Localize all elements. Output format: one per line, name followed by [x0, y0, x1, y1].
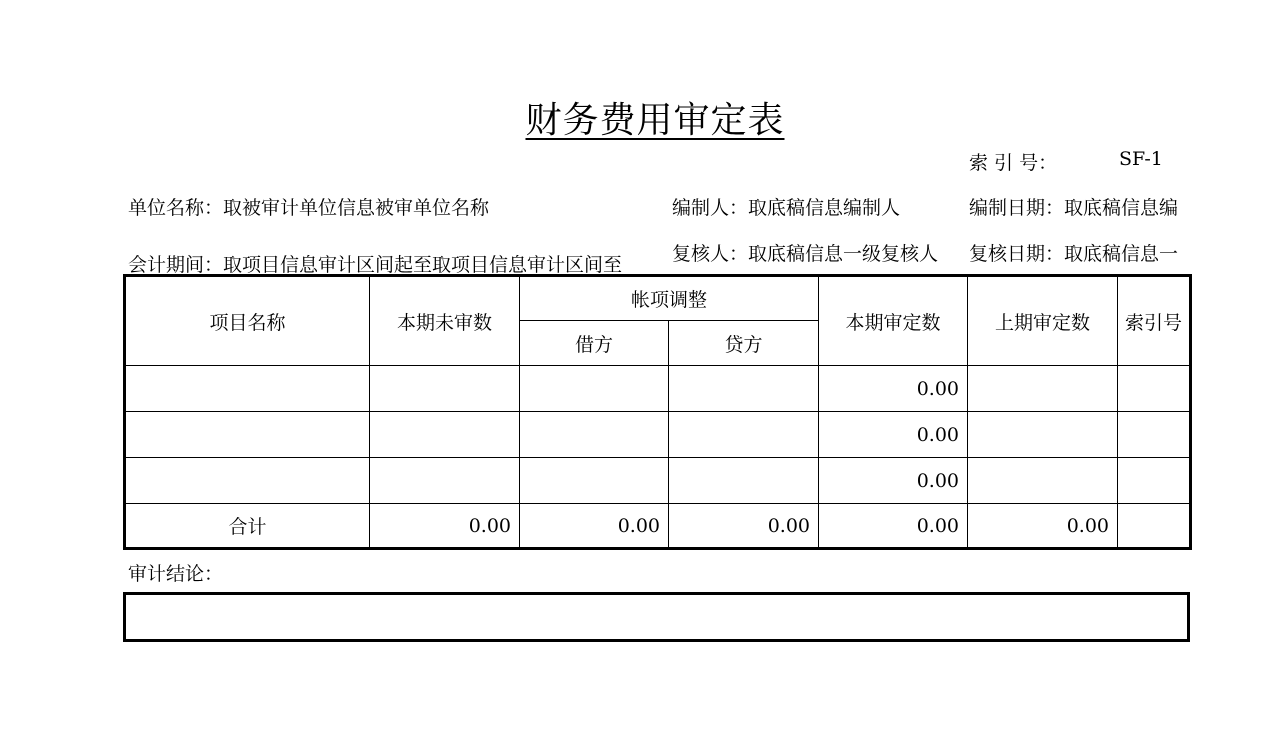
cell-index[interactable]: [1118, 412, 1191, 458]
period-value: 取项目信息审计区间起至取项目信息审计区间至: [223, 254, 623, 276]
unit-label: 单位名称：: [128, 197, 224, 219]
cell-item[interactable]: [125, 458, 370, 504]
cell-credit[interactable]: [669, 412, 819, 458]
total-credit: 0.00: [669, 504, 819, 549]
cell-prior[interactable]: [968, 366, 1118, 412]
cell-item[interactable]: [125, 366, 370, 412]
prepare-date: [969, 193, 1191, 220]
table-row: [125, 458, 1191, 504]
accounting-period: [128, 250, 622, 277]
cell-index[interactable]: [1118, 366, 1191, 412]
cell-audited[interactable]: 0.00: [819, 366, 968, 412]
cell-item[interactable]: [125, 412, 370, 458]
total-row: [125, 504, 1191, 549]
total-label: 合计: [125, 504, 370, 549]
conclusion-value: [126, 595, 1187, 611]
total-unaudited: 0.00: [370, 504, 520, 549]
header-unaudited: 本期未审数: [370, 276, 520, 366]
cell-debit[interactable]: [520, 366, 669, 412]
cell-debit[interactable]: [520, 412, 669, 458]
cell-unaudited[interactable]: [370, 412, 520, 458]
table-row: [125, 412, 1191, 458]
index-value: SF-1: [1119, 148, 1163, 170]
cell-credit[interactable]: [669, 458, 819, 504]
header-adjustment: 帐项调整: [520, 276, 819, 321]
prepare-date-value: 取底稿信息编: [1064, 197, 1179, 219]
cell-audited[interactable]: 0.00: [819, 458, 968, 504]
cell-prior[interactable]: [968, 412, 1118, 458]
reviewer-value: 取底稿信息一级复核人: [748, 243, 939, 265]
conclusion-label: 审计结论：: [128, 563, 224, 585]
review-date: [969, 239, 1191, 266]
cell-index[interactable]: [1118, 458, 1191, 504]
header-debit: 借方: [520, 321, 669, 366]
index-label: 索 引 号：: [969, 152, 1058, 174]
preparer-label: 编制人：: [672, 197, 749, 219]
review-date-label: 复核日期：: [969, 243, 1065, 265]
total-audited: 0.00: [819, 504, 968, 549]
table-row: [125, 366, 1191, 412]
audit-table: [123, 274, 1192, 550]
reviewer-label: 复核人：: [672, 243, 749, 265]
review-date-value: 取底稿信息一: [1064, 243, 1179, 265]
conclusion-field[interactable]: [123, 592, 1190, 642]
preparer-value: 取底稿信息编制人: [748, 197, 901, 219]
header-audited: 本期审定数: [819, 276, 968, 366]
preparer: [672, 193, 900, 220]
cell-audited[interactable]: 0.00: [819, 412, 968, 458]
header-item-name: 项目名称: [125, 276, 370, 366]
period-label: 会计期间：: [128, 254, 224, 276]
total-debit: 0.00: [520, 504, 669, 549]
unit-value: 取被审计单位信息被审单位名称: [223, 197, 490, 219]
reviewer: [672, 239, 938, 266]
page-title: 财务费用审定表: [525, 100, 785, 141]
unit-name: [128, 193, 489, 220]
header-index-no: 索引号: [1118, 276, 1191, 366]
header-prior-audited: 上期审定数: [968, 276, 1118, 366]
prepare-date-label: 编制日期：: [969, 197, 1065, 219]
cell-prior[interactable]: [968, 458, 1118, 504]
cell-debit[interactable]: [520, 458, 669, 504]
total-prior: 0.00: [968, 504, 1118, 549]
total-index: [1118, 504, 1191, 549]
cell-unaudited[interactable]: [370, 366, 520, 412]
cell-unaudited[interactable]: [370, 458, 520, 504]
header-credit: 贷方: [669, 321, 819, 366]
cell-credit[interactable]: [669, 366, 819, 412]
